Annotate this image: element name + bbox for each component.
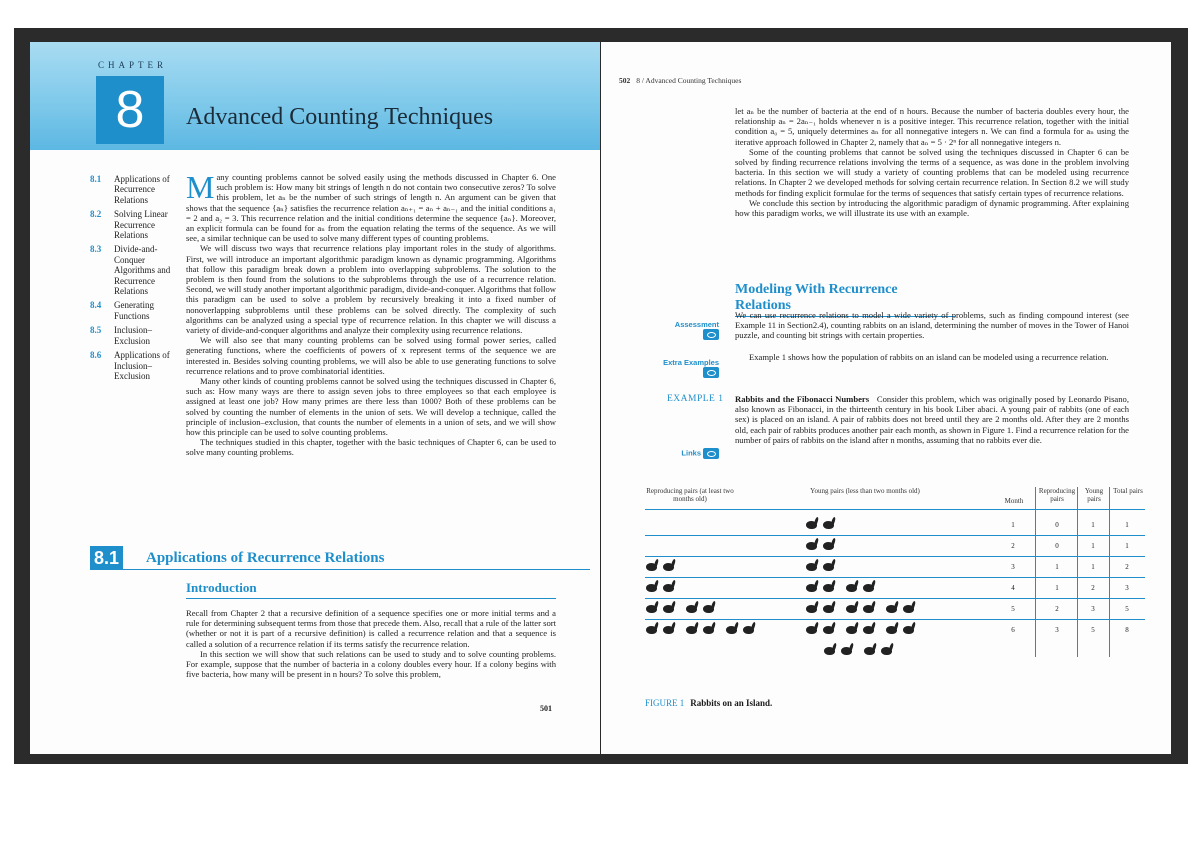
assessment-link[interactable]: Assessment xyxy=(663,320,719,340)
young-count-cell: 3 xyxy=(1091,605,1095,613)
col-header-reproducing-pairs: Reproducing pairs (at least two months old) xyxy=(646,487,734,503)
rabbit-pair-icon xyxy=(845,622,879,637)
toc-item[interactable]: 8.6 Applications of Inclusion–Exclusion xyxy=(90,350,170,381)
table-row xyxy=(645,557,1145,578)
reproducing-count-cell: 1 xyxy=(1055,563,1059,571)
toc-item[interactable]: 8.2 Solving Linear Recurrence Relations xyxy=(90,209,168,241)
reproducing-count-cell: 3 xyxy=(1055,626,1059,634)
rabbit-pair-icon xyxy=(863,643,897,658)
chapter-title: Advanced Counting Techniques xyxy=(186,104,494,130)
young-count-cell: 2 xyxy=(1091,584,1095,592)
month-cell: 3 xyxy=(1011,563,1015,571)
table-row xyxy=(645,578,1145,599)
total-count-cell: 3 xyxy=(1125,584,1129,592)
table-rule xyxy=(645,509,1145,510)
reproducing-count-cell: 0 xyxy=(1055,521,1059,529)
total-count-cell: 5 xyxy=(1125,605,1129,613)
month-cell: 5 xyxy=(1011,605,1015,613)
example-text: Rabbits and the Fibonacci Numbers Consider this problem, which was originally posed by Leonardo Pisano, also known as Fibonacci, in the thirteenth century in his book Liber abaci. A young pair of rabbits (one of each sex) is placed on an island. A pair of rabbits does not breed until they are 2 months old. After they are 2 months old, each pair of rabbits produces another pair each month, as shown in Figure 1. Find a recurrence relation for the number of pairs of rabbits on the island after n months, assuming that no rabbits ever die. xyxy=(735,394,1129,445)
chapter-word: CHAPTER xyxy=(98,60,168,70)
young-rabbits-overflow xyxy=(823,643,993,658)
table-row xyxy=(645,599,1145,620)
figure-caption-text: Rabbits on an Island. xyxy=(690,698,773,708)
toc-item[interactable]: 8.5 Inclusion–Exclusion xyxy=(90,325,152,346)
total-count-cell: 2 xyxy=(1125,563,1129,571)
section-number: 8.1 xyxy=(90,546,123,570)
rabbit-pair-icon xyxy=(805,538,839,553)
section-body xyxy=(186,608,556,679)
rabbit-pair-icon xyxy=(685,622,719,637)
young-rabbits-cell xyxy=(805,538,995,553)
young-count-cell: 1 xyxy=(1091,521,1095,529)
rabbit-pair-icon xyxy=(885,601,919,616)
table-row xyxy=(645,536,1145,557)
young-count-cell: 1 xyxy=(1091,563,1095,571)
young-rabbits-cell xyxy=(805,622,995,637)
example-title: Rabbits and the Fibonacci Numbers xyxy=(735,394,870,404)
web-link-icon xyxy=(703,448,719,459)
paragraph: We can use recurrence relations to model a wide variety of problems, such as finding compound interest (see Example 11 in Section2.4), counting rabbits on an island, determining the number of moves in the Tower of Hanoi puzzle, and counting bit strings with certain properties. xyxy=(735,310,1129,341)
rabbit-pair-icon xyxy=(845,580,879,595)
intro-paragraph: The techniques studied in this chapter, together with the basic techniques of Chapter 6, can be used to solve many counting problems. xyxy=(186,437,556,458)
total-count-cell: 8 xyxy=(1125,626,1129,634)
reproducing-rabbits-cell xyxy=(645,580,795,595)
young-count-cell: 5 xyxy=(1091,626,1095,634)
continued-text xyxy=(735,106,1129,218)
col-header-young: Young pairs xyxy=(1084,487,1104,503)
col-header-total: Total pairs xyxy=(1113,487,1143,495)
figure-label: FIGURE 1 xyxy=(645,698,685,708)
rabbit-pair-icon xyxy=(725,622,759,637)
dropcap: M xyxy=(186,169,215,205)
table-row xyxy=(645,515,1145,536)
rabbit-pair-icon xyxy=(845,601,879,616)
rabbit-pair-icon xyxy=(805,622,839,637)
toc-item[interactable]: 8.1 Applications of Recurrence Relations xyxy=(90,174,170,205)
rabbit-pair-icon xyxy=(645,622,679,637)
figure-rabbits-table xyxy=(645,487,1155,687)
links-link[interactable]: Links xyxy=(663,448,719,459)
right-page xyxy=(601,42,1171,754)
intro-paragraph: We will discuss two ways that recurrence relations play important roles in the study of algorithms. First, we will introduce an important algorithmic paradigm known as dynamic programming. Algorithms that follow this paradigm break down a problem into overlapping subproblems. The solution to the problem is then found from the solutions to the subproblems through the use of a recurrence relation. Second, we will study another important algorithmic paradigm, divide-and-conquer. Algorithms that follow this paradigm can be used to solve a problem by recursively breaking it into a fixed number of nonoverlapping subproblems until these problems can be solved directly. The complexity of such algorithms can be analyzed using a special type of recurrence relation. In this chapter we will discuss a variety of divide-and-conquer algorithms and analyze their complexity using recurrence relations. xyxy=(186,243,556,336)
young-rabbits-cell xyxy=(805,517,995,532)
total-count-cell: 1 xyxy=(1125,521,1129,529)
month-cell: 1 xyxy=(1011,521,1015,529)
col-header-young-pairs: Young pairs (less than two months old) xyxy=(810,487,920,495)
intro-paragraph: Many counting problems cannot be solved easily using the methods discussed in Chapter 6. One such problem is: How many bit strings of length n do not contain two consecutive zeros? To solve this problem, let aₙ be the number of such strings of length n. An argument can be given that shows that the sequence {aₙ} satisfies the recurrence relation aₙ₊₁ = aₙ + aₙ₋₁ and the initial conditions a₁ = 2 and a₂ = 3. This recurrence relation and the initial conditions determine the sequence {aₙ}. Moreover, an explicit formula can be found for aₙ from the equation relating the terms of the sequence. As we will see, a similar technique can be used to solve many different types of counting problems. xyxy=(186,169,556,244)
toc-item[interactable]: 8.3 Divide-and-Conquer Algorithms and Recurrence Relations xyxy=(90,244,171,297)
section-paragraph: Recall from Chapter 2 that a recursive definition of a sequence specifies one or more initial terms and a rule for determining subsequent terms from those that precede them. Also, recall that a rule of the latter sort (whether or not it is part of a recursive definition) is called a recurrence relation and that a sequence is called a solution of a recurrence relation if its terms satisfy the recurrence relation. xyxy=(186,608,556,649)
paragraph: Some of the counting problems that cannot be solved using the techniques discussed in Chapter 6 can be solved by finding recurrence relations involving the terms of a sequence, as was done in the problem involving bacteria. In this section we will study a variety of counting problems that can be modeled using recurrence relations. In Chapter 2 we developed methods for solving certain recurrence relation. In Section 8.2 we will study methods for finding explicit formulae for the terms of sequences that satisfy certain types of recurrence relations. xyxy=(735,146,1129,198)
chapter-intro xyxy=(186,169,556,458)
running-head: 502 8 / Advanced Counting Techniques xyxy=(619,76,742,85)
month-cell: 4 xyxy=(1011,584,1015,592)
section-paragraph: In this section we will show that such relations can be used to study and to solve counting problems. For example, suppose that the number of bacteria in a colony doubles every hour. If a colony begins with five bacteria, how many will be present in n hours? To solve this problem, xyxy=(186,648,556,680)
young-rabbits-cell xyxy=(805,559,995,574)
rabbit-pair-icon xyxy=(805,559,839,574)
intro-paragraph: We will also see that many counting problems can be solved using formal power series, called generating functions, where the coefficients of powers of x represent terms of the sequence we are interested in. Besides solving counting problems, we will also be able to use generating functions to solve recurrence relations and to prove combinatorial identities. xyxy=(186,335,556,376)
chapter-number: 8 xyxy=(96,76,164,144)
reproducing-count-cell: 0 xyxy=(1055,542,1059,550)
page-number: 501 xyxy=(540,704,552,713)
rabbit-pair-icon xyxy=(885,622,919,637)
rabbit-pair-icon xyxy=(805,517,839,532)
total-count-cell: 1 xyxy=(1125,542,1129,550)
reproducing-rabbits-cell xyxy=(645,622,795,637)
figure-caption xyxy=(645,698,772,708)
reproducing-rabbits-cell xyxy=(645,601,795,616)
reproducing-count-cell: 1 xyxy=(1055,584,1059,592)
col-header-reproducing: Reproducing pairs xyxy=(1038,487,1076,503)
reproducing-count-cell: 2 xyxy=(1055,605,1059,613)
young-rabbits-cell xyxy=(805,601,995,616)
chapter-toc xyxy=(90,174,178,385)
rabbit-pair-icon xyxy=(685,601,719,616)
rabbit-pair-icon xyxy=(805,601,839,616)
month-cell: 6 xyxy=(1011,626,1015,634)
month-cell: 2 xyxy=(1011,542,1015,550)
paragraph: let aₙ be the number of bacteria at the end of n hours. Because the number of bacteria doubles every hour, the relationship aₙ = 2aₙ₋₁ holds whenever n is a positive integer. This recurrence relation, together with the initial condition a₀ = 5, uniquely determines aₙ for all nonnegative integers n. We can find a formula for aₙ using the iterative approach followed in Chapter 2, namely that aₙ = 5 · 2ⁿ for all nonnegative integers n. xyxy=(735,106,1129,147)
intro-paragraph: Many other kinds of counting problems cannot be solved using the techniques discussed in Chapter 6, such as: How many ways are there to assign seven jobs to three employees so that each employee is assigned at least one job? How many primes are there less than 1000? Both of these problems can be solved by counting the number of elements in the union of sets. We will develop a technique, called the principle of inclusion–exclusion, that counts the number of elements in a union of sets, and we will show how this principle can be used to solve counting problems. xyxy=(186,376,556,438)
example-label: EXAMPLE 1 xyxy=(667,394,724,404)
reproducing-rabbits-cell xyxy=(645,559,795,574)
rabbit-pair-icon xyxy=(805,580,839,595)
subsection-title: Modeling With Recurrence Relations xyxy=(735,282,955,317)
web-link-icon xyxy=(703,329,719,340)
toc-item[interactable]: 8.4 Generating Functions xyxy=(90,300,154,321)
col-header-month: Month xyxy=(1004,497,1024,505)
rabbit-pair-icon xyxy=(645,559,679,574)
table-row xyxy=(645,620,1145,641)
extra-examples-link[interactable]: Extra Examples xyxy=(663,358,719,378)
subsection-title: Introduction xyxy=(186,580,556,599)
section-heading xyxy=(90,546,590,570)
rabbit-pair-icon xyxy=(823,643,857,658)
page-number: 502 xyxy=(619,76,631,85)
web-link-icon xyxy=(703,367,719,378)
left-page xyxy=(30,42,600,754)
section-title: Applications of Recurrence Relations xyxy=(146,550,385,566)
paragraph: We conclude this section by introducing the algorithmic paradigm of dynamic programming. After explaining how this paradigm works, we will illustrate its use with an example. xyxy=(735,197,1129,219)
rabbit-pair-icon xyxy=(645,601,679,616)
young-rabbits-cell xyxy=(805,580,995,595)
rabbit-pair-icon xyxy=(645,580,679,595)
paragraph: Example 1 shows how the population of rabbits on an island can be modeled using a recurrence relation. xyxy=(749,352,1109,362)
young-count-cell: 1 xyxy=(1091,542,1095,550)
